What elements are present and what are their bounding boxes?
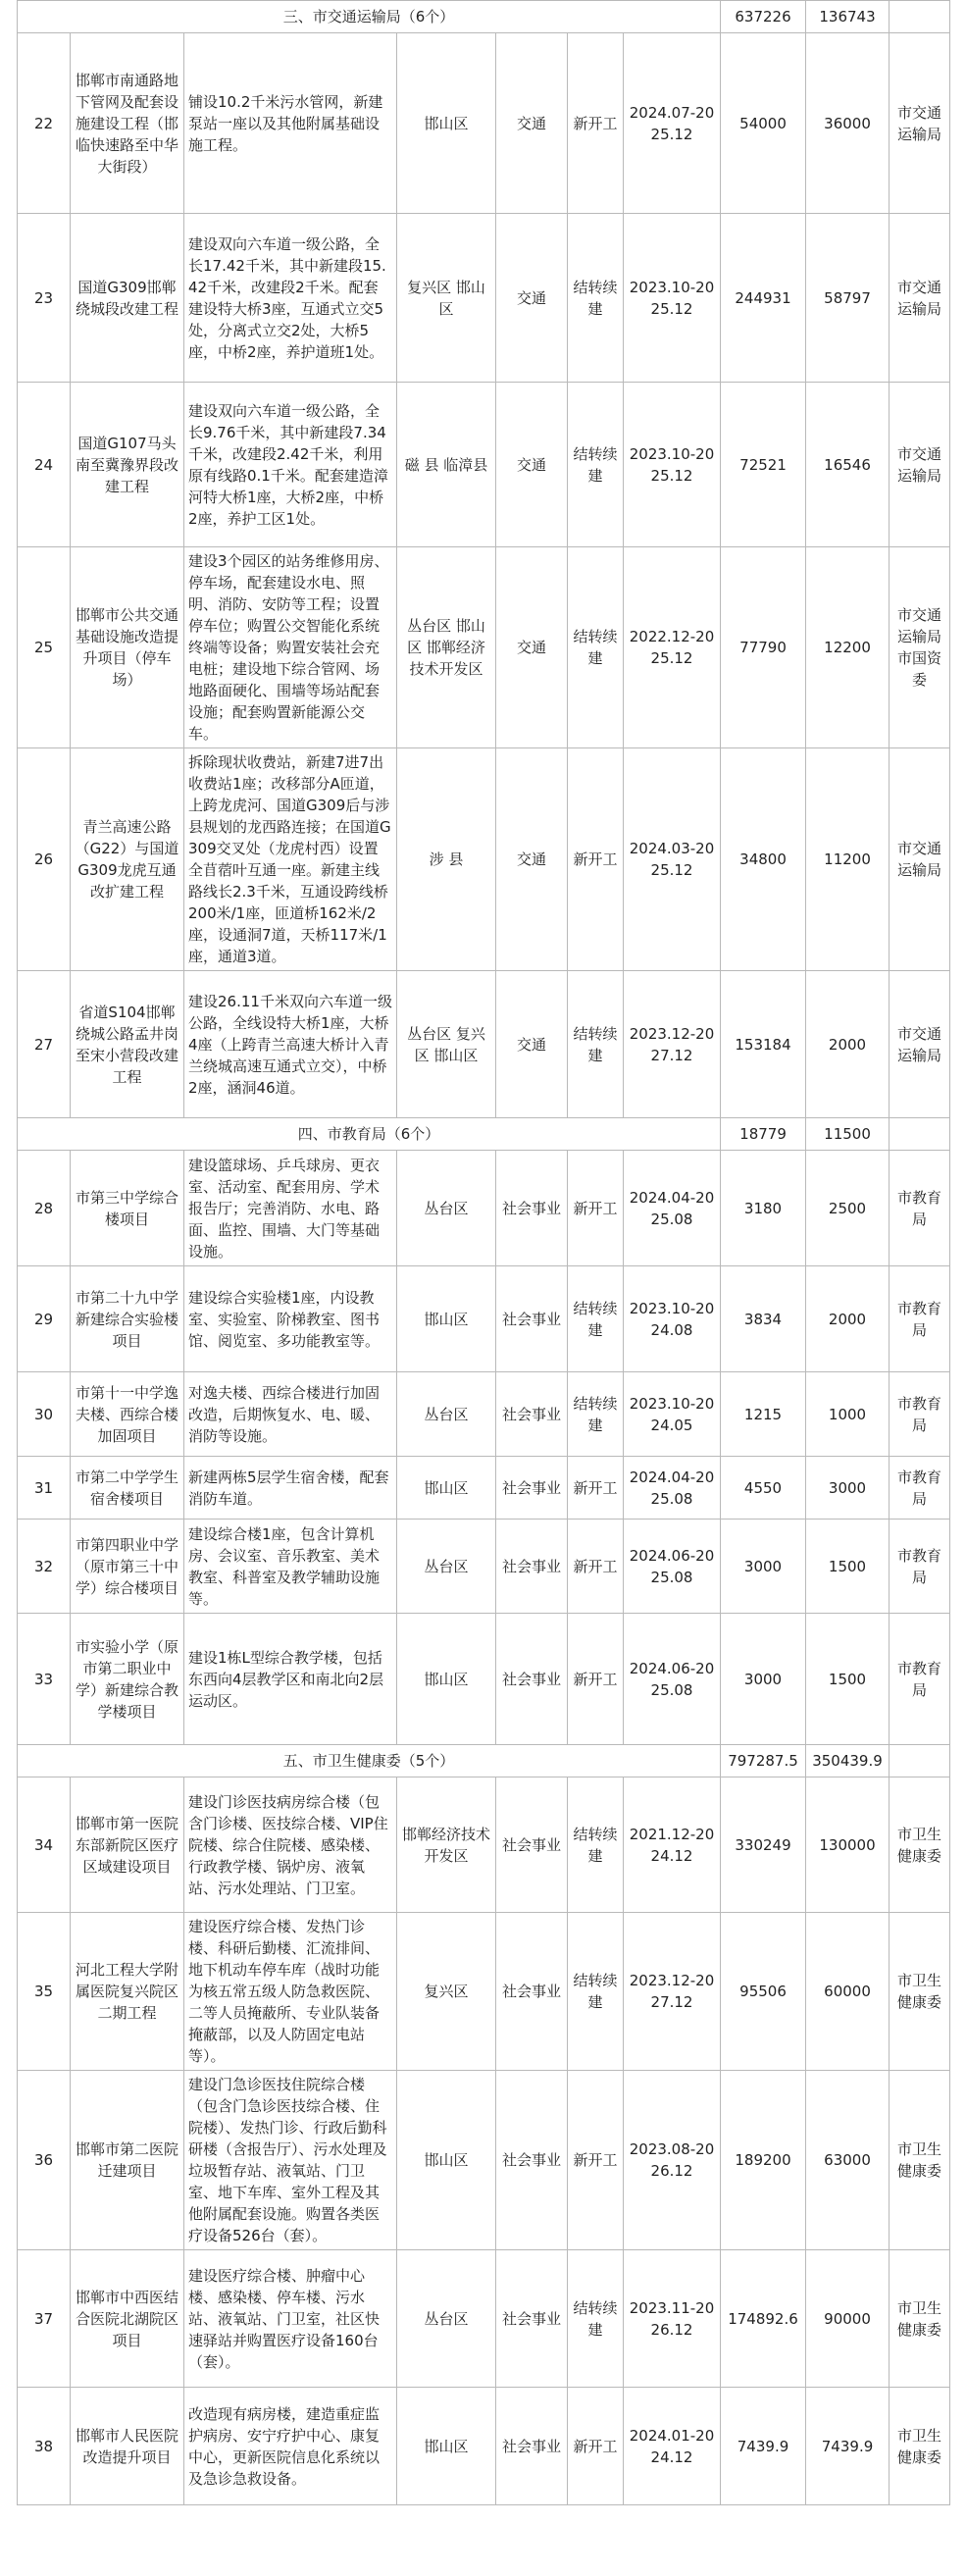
section-header-row bbox=[18, 1118, 950, 1151]
project-nature-cell: 结转续建 bbox=[568, 383, 624, 547]
construction-period-cell: 2024.07-2025.12 bbox=[624, 33, 721, 214]
project-name-cell: 邯郸市第二医院迁建项目 bbox=[71, 2071, 184, 2250]
table-row bbox=[18, 383, 950, 547]
construction-content-cell: 改造现有病房楼，建造重症监护病房、安宁疗护中心、康复中心，更新医院信息化系统以及急诊急救设备。 bbox=[184, 2388, 397, 2505]
total-investment-cell: 189200 bbox=[721, 2071, 806, 2250]
industry-cell: 交通 bbox=[496, 33, 568, 214]
section-annual-investment: 136743 bbox=[806, 1, 890, 33]
project-name-cell: 河北工程大学附属医院复兴院区二期工程 bbox=[71, 1913, 184, 2071]
construction-content-cell: 铺设10.2千米污水管网，新建泵站一座以及其他附属基础设施工程。 bbox=[184, 33, 397, 214]
table-row bbox=[18, 1777, 950, 1913]
location-cell: 丛台区 bbox=[397, 2250, 496, 2388]
table-row bbox=[18, 1614, 950, 1745]
location-cell: 邯山区 bbox=[397, 2071, 496, 2250]
responsible-unit-cell: 市教育局 bbox=[890, 1457, 950, 1520]
project-nature-cell: 新开工 bbox=[568, 748, 624, 971]
project-nature-cell: 新开工 bbox=[568, 2071, 624, 2250]
construction-period-cell: 2023.08-2026.12 bbox=[624, 2071, 721, 2250]
responsible-unit-cell: 市交通运输局 bbox=[890, 383, 950, 547]
annual-investment-cell: 63000 bbox=[806, 2071, 890, 2250]
project-nature-cell: 新开工 bbox=[568, 1520, 624, 1614]
project-name-cell: 国道G309邯郸绕城段改建工程 bbox=[71, 214, 184, 383]
construction-content-cell: 对逸夫楼、西综合楼进行加固改造，后期恢复水、电、暖、消防等设施。 bbox=[184, 1372, 397, 1457]
row-number-cell: 31 bbox=[18, 1457, 71, 1520]
location-cell: 丛台区 复兴区 邯山区 bbox=[397, 971, 496, 1118]
project-nature-cell: 新开工 bbox=[568, 1614, 624, 1745]
responsible-unit-cell: 市卫生健康委 bbox=[890, 2250, 950, 2388]
construction-content-cell: 建设综合楼1座，包含计算机房、会议室、音乐教室、美术教室、科普室及教学辅助设施等。 bbox=[184, 1520, 397, 1614]
section-total-investment: 797287.5 bbox=[721, 1745, 806, 1777]
project-nature-cell: 结转续建 bbox=[568, 1913, 624, 2071]
industry-cell: 社会事业 bbox=[496, 1457, 568, 1520]
responsible-unit-cell: 市交通运输局 bbox=[890, 971, 950, 1118]
construction-period-cell: 2024.04-2025.08 bbox=[624, 1457, 721, 1520]
industry-cell: 社会事业 bbox=[496, 1913, 568, 2071]
total-investment-cell: 1215 bbox=[721, 1372, 806, 1457]
construction-period-cell: 2022.12-2025.12 bbox=[624, 547, 721, 748]
responsible-unit-cell: 市交通运输局 bbox=[890, 748, 950, 971]
section-total-investment: 637226 bbox=[721, 1, 806, 33]
responsible-unit-cell: 市教育局 bbox=[890, 1520, 950, 1614]
location-cell: 涉 县 bbox=[397, 748, 496, 971]
annual-investment-cell: 3000 bbox=[806, 1457, 890, 1520]
annual-investment-cell: 36000 bbox=[806, 33, 890, 214]
location-cell: 邯山区 bbox=[397, 1266, 496, 1372]
table-row bbox=[18, 1151, 950, 1266]
location-cell: 丛台区 bbox=[397, 1372, 496, 1457]
project-name-cell: 市第四职业中学（原市第三十中学）综合楼项目 bbox=[71, 1520, 184, 1614]
table-row bbox=[18, 2388, 950, 2505]
construction-content-cell: 建设门诊医技病房综合楼（包含门诊楼、医技综合楼、VIP住院楼、综合住院楼、感染楼、行政教学楼、锅炉房、液氧站、污水处理站、门卫室。 bbox=[184, 1777, 397, 1913]
table-row bbox=[18, 1266, 950, 1372]
annual-investment-cell: 130000 bbox=[806, 1777, 890, 1913]
section-total-investment: 18779 bbox=[721, 1118, 806, 1151]
location-cell: 邯郸经济技术开发区 bbox=[397, 1777, 496, 1913]
total-investment-cell: 174892.6 bbox=[721, 2250, 806, 2388]
total-investment-cell: 95506 bbox=[721, 1913, 806, 2071]
table-row bbox=[18, 1520, 950, 1614]
project-name-cell: 国道G107马头南至冀豫界段改建工程 bbox=[71, 383, 184, 547]
section-header-row bbox=[18, 1745, 950, 1777]
construction-period-cell: 2024.06-2025.08 bbox=[624, 1520, 721, 1614]
responsible-unit-cell: 市交通运输局 bbox=[890, 33, 950, 214]
project-name-cell: 省道S104邯郸绕城公路孟井岗至宋小营段改建工程 bbox=[71, 971, 184, 1118]
industry-cell: 社会事业 bbox=[496, 1614, 568, 1745]
table-row bbox=[18, 1457, 950, 1520]
construction-content-cell: 新建两栋5层学生宿舍楼，配套消防车道。 bbox=[184, 1457, 397, 1520]
project-nature-cell: 结转续建 bbox=[568, 2250, 624, 2388]
project-nature-cell: 结转续建 bbox=[568, 1777, 624, 1913]
section-annual-investment: 350439.9 bbox=[806, 1745, 890, 1777]
project-nature-cell: 结转续建 bbox=[568, 214, 624, 383]
responsible-unit-cell: 市交通运输局 市国资委 bbox=[890, 547, 950, 748]
responsible-unit-cell: 市卫生健康委 bbox=[890, 1913, 950, 2071]
section-annual-investment: 11500 bbox=[806, 1118, 890, 1151]
responsible-unit-cell: 市教育局 bbox=[890, 1614, 950, 1745]
total-investment-cell: 54000 bbox=[721, 33, 806, 214]
annual-investment-cell: 58797 bbox=[806, 214, 890, 383]
row-number-cell: 25 bbox=[18, 547, 71, 748]
location-cell: 邯山区 bbox=[397, 1614, 496, 1745]
section-empty-cell bbox=[890, 1118, 950, 1151]
section-empty-cell bbox=[890, 1, 950, 33]
table-row bbox=[18, 547, 950, 748]
construction-period-cell: 2023.11-2026.12 bbox=[624, 2250, 721, 2388]
annual-investment-cell: 1500 bbox=[806, 1520, 890, 1614]
section-empty-cell bbox=[890, 1745, 950, 1777]
row-number-cell: 35 bbox=[18, 1913, 71, 2071]
table-row bbox=[18, 971, 950, 1118]
table-row bbox=[18, 33, 950, 214]
section-header-row bbox=[18, 1, 950, 33]
industry-cell: 社会事业 bbox=[496, 2250, 568, 2388]
total-investment-cell: 3834 bbox=[721, 1266, 806, 1372]
project-nature-cell: 结转续建 bbox=[568, 1372, 624, 1457]
construction-content-cell: 建设医疗综合楼、肿瘤中心楼、感染楼、停车楼、污水站、液氧站、门卫室，社区快速驿站并购置医疗设备160台（套）。 bbox=[184, 2250, 397, 2388]
construction-content-cell: 建设医疗综合楼、发热门诊楼、科研后勤楼、汇流排间、地下机动车停车库（战时功能为核五常五级人防急救医院、二等人员掩蔽所、专业队装备掩蔽部，以及人防固定电站等）。 bbox=[184, 1913, 397, 2071]
construction-content-cell: 建设3个园区的站务维修用房、停车场，配套建设水电、照明、消防、安防等工程；设置停车位；购置公交智能化系统终端等设备；购置安装社会充电桩；建设地下综合管网、场地路面硬化、围墙等场站配套设施；配套购置新能源公交车。 bbox=[184, 547, 397, 748]
industry-cell: 社会事业 bbox=[496, 2071, 568, 2250]
project-name-cell: 市第十一中学逸夫楼、西综合楼加固项目 bbox=[71, 1372, 184, 1457]
annual-investment-cell: 2500 bbox=[806, 1151, 890, 1266]
table-row bbox=[18, 1372, 950, 1457]
project-name-cell: 市实验小学（原市第二职业中学）新建综合教学楼项目 bbox=[71, 1614, 184, 1745]
industry-cell: 社会事业 bbox=[496, 1151, 568, 1266]
construction-period-cell: 2024.03-2025.12 bbox=[624, 748, 721, 971]
row-number-cell: 22 bbox=[18, 33, 71, 214]
annual-investment-cell: 11200 bbox=[806, 748, 890, 971]
row-number-cell: 34 bbox=[18, 1777, 71, 1913]
location-cell: 复兴区 bbox=[397, 1913, 496, 2071]
total-investment-cell: 34800 bbox=[721, 748, 806, 971]
project-name-cell: 邯郸市第一医院东部新院区医疗区域建设项目 bbox=[71, 1777, 184, 1913]
responsible-unit-cell: 市教育局 bbox=[890, 1266, 950, 1372]
industry-cell: 社会事业 bbox=[496, 1372, 568, 1457]
row-number-cell: 30 bbox=[18, 1372, 71, 1457]
construction-period-cell: 2023.10-2025.12 bbox=[624, 214, 721, 383]
annual-investment-cell: 60000 bbox=[806, 1913, 890, 2071]
industry-cell: 交通 bbox=[496, 383, 568, 547]
section-title: 三、市交通运输局（6个） bbox=[18, 1, 721, 33]
responsible-unit-cell: 市教育局 bbox=[890, 1372, 950, 1457]
responsible-unit-cell: 市卫生健康委 bbox=[890, 2071, 950, 2250]
construction-period-cell: 2023.12-2027.12 bbox=[624, 1913, 721, 2071]
row-number-cell: 28 bbox=[18, 1151, 71, 1266]
construction-content-cell: 建设篮球场、乒乓球房、更衣室、活动室、配套用房、学术报告厅；完善消防、水电、路面、监控、围墙、大门等基础设施。 bbox=[184, 1151, 397, 1266]
location-cell: 磁 县 临漳县 bbox=[397, 383, 496, 547]
industry-cell: 社会事业 bbox=[496, 1520, 568, 1614]
table-row bbox=[18, 1913, 950, 2071]
annual-investment-cell: 16546 bbox=[806, 383, 890, 547]
annual-investment-cell: 2000 bbox=[806, 971, 890, 1118]
annual-investment-cell: 90000 bbox=[806, 2250, 890, 2388]
annual-investment-cell: 1000 bbox=[806, 1372, 890, 1457]
table-row bbox=[18, 2250, 950, 2388]
industry-cell: 社会事业 bbox=[496, 2388, 568, 2505]
total-investment-cell: 3000 bbox=[721, 1520, 806, 1614]
total-investment-cell: 77790 bbox=[721, 547, 806, 748]
construction-content-cell: 建设双向六车道一级公路，全长17.42千米，其中新建段15.42千米，改建段2千米。配套建设特大桥3座，互通式立交5处，分离式立交2处，大桥5座，中桥2座，养护道班1处。 bbox=[184, 214, 397, 383]
annual-investment-cell: 12200 bbox=[806, 547, 890, 748]
row-number-cell: 26 bbox=[18, 748, 71, 971]
location-cell: 丛台区 bbox=[397, 1151, 496, 1266]
construction-content-cell: 建设综合实验楼1座，内设教室、实验室、阶梯教室、图书馆、阅览室、多功能教室等。 bbox=[184, 1266, 397, 1372]
project-table bbox=[17, 0, 950, 2505]
project-name-cell: 邯郸市中西医结合医院北湖院区项目 bbox=[71, 2250, 184, 2388]
total-investment-cell: 330249 bbox=[721, 1777, 806, 1913]
project-name-cell: 市第二十九中学新建综合实验楼项目 bbox=[71, 1266, 184, 1372]
project-name-cell: 市第二中学学生宿舍楼项目 bbox=[71, 1457, 184, 1520]
construction-period-cell: 2024.04-2025.08 bbox=[624, 1151, 721, 1266]
construction-content-cell: 建设双向六车道一级公路，全长9.76千米，其中新建段7.34千米，改建段2.42千米，利用原有线路0.1千米。配套建造漳河特大桥1座，大桥2座，中桥2座，养护工区1处。 bbox=[184, 383, 397, 547]
construction-period-cell: 2024.01-2024.12 bbox=[624, 2388, 721, 2505]
row-number-cell: 29 bbox=[18, 1266, 71, 1372]
responsible-unit-cell: 市教育局 bbox=[890, 1151, 950, 1266]
table-row bbox=[18, 214, 950, 383]
construction-content-cell: 建设门急诊医技住院综合楼（包含门急诊医技综合楼、住院楼）、发热门诊、行政后勤科研楼（含报告厅）、污水处理及垃圾暂存站、液氧站、门卫室、地下车库、室外工程及其他附属配套设施。购置各类医疗设备526台（套）。 bbox=[184, 2071, 397, 2250]
total-investment-cell: 244931 bbox=[721, 214, 806, 383]
location-cell: 邯山区 bbox=[397, 2388, 496, 2505]
project-nature-cell: 新开工 bbox=[568, 1151, 624, 1266]
project-nature-cell: 结转续建 bbox=[568, 1266, 624, 1372]
construction-content-cell: 建设26.11千米双向六车道一级公路，全线设特大桥1座，大桥4座（上跨青兰高速大桥计入青兰绕城高速互通式立交），中桥2座，涵洞46道。 bbox=[184, 971, 397, 1118]
annual-investment-cell: 1500 bbox=[806, 1614, 890, 1745]
project-nature-cell: 结转续建 bbox=[568, 547, 624, 748]
row-number-cell: 27 bbox=[18, 971, 71, 1118]
project-nature-cell: 新开工 bbox=[568, 2388, 624, 2505]
total-investment-cell: 72521 bbox=[721, 383, 806, 547]
location-cell: 邯山区 bbox=[397, 33, 496, 214]
project-name-cell: 邯郸市人民医院改造提升项目 bbox=[71, 2388, 184, 2505]
responsible-unit-cell: 市卫生健康委 bbox=[890, 2388, 950, 2505]
construction-period-cell: 2023.10-2025.12 bbox=[624, 383, 721, 547]
total-investment-cell: 3180 bbox=[721, 1151, 806, 1266]
section-title: 四、市教育局（6个） bbox=[18, 1118, 721, 1151]
construction-period-cell: 2024.06-2025.08 bbox=[624, 1614, 721, 1745]
construction-content-cell: 建设1栋L型综合教学楼，包括东西向4层教学区和南北向2层运动区。 bbox=[184, 1614, 397, 1745]
construction-period-cell: 2023.12-2027.12 bbox=[624, 971, 721, 1118]
total-investment-cell: 153184 bbox=[721, 971, 806, 1118]
total-investment-cell: 7439.9 bbox=[721, 2388, 806, 2505]
project-name-cell: 市第三中学综合楼项目 bbox=[71, 1151, 184, 1266]
responsible-unit-cell: 市交通运输局 bbox=[890, 214, 950, 383]
responsible-unit-cell: 市卫生健康委 bbox=[890, 1777, 950, 1913]
industry-cell: 交通 bbox=[496, 547, 568, 748]
construction-period-cell: 2023.10-2024.05 bbox=[624, 1372, 721, 1457]
industry-cell: 社会事业 bbox=[496, 1266, 568, 1372]
location-cell: 复兴区 邯山区 bbox=[397, 214, 496, 383]
total-investment-cell: 3000 bbox=[721, 1614, 806, 1745]
industry-cell: 交通 bbox=[496, 971, 568, 1118]
location-cell: 邯山区 bbox=[397, 1457, 496, 1520]
row-number-cell: 24 bbox=[18, 383, 71, 547]
row-number-cell: 37 bbox=[18, 2250, 71, 2388]
industry-cell: 社会事业 bbox=[496, 1777, 568, 1913]
project-nature-cell: 新开工 bbox=[568, 1457, 624, 1520]
table-row bbox=[18, 748, 950, 971]
annual-investment-cell: 7439.9 bbox=[806, 2388, 890, 2505]
location-cell: 丛台区 邯山区 邯郸经济技术开发区 bbox=[397, 547, 496, 748]
industry-cell: 交通 bbox=[496, 748, 568, 971]
project-nature-cell: 新开工 bbox=[568, 33, 624, 214]
row-number-cell: 32 bbox=[18, 1520, 71, 1614]
total-investment-cell: 4550 bbox=[721, 1457, 806, 1520]
row-number-cell: 36 bbox=[18, 2071, 71, 2250]
row-number-cell: 38 bbox=[18, 2388, 71, 2505]
row-number-cell: 33 bbox=[18, 1614, 71, 1745]
industry-cell: 交通 bbox=[496, 214, 568, 383]
construction-period-cell: 2021.12-2024.12 bbox=[624, 1777, 721, 1913]
table-row bbox=[18, 2071, 950, 2250]
construction-period-cell: 2023.10-2024.08 bbox=[624, 1266, 721, 1372]
project-name-cell: 邯郸市公共交通基础设施改造提升项目（停车场） bbox=[71, 547, 184, 748]
project-name-cell: 邯郸市南通路地下管网及配套设施建设工程（邯临快速路至中华大街段） bbox=[71, 33, 184, 214]
project-nature-cell: 结转续建 bbox=[568, 971, 624, 1118]
location-cell: 丛台区 bbox=[397, 1520, 496, 1614]
section-title: 五、市卫生健康委（5个） bbox=[18, 1745, 721, 1777]
annual-investment-cell: 2000 bbox=[806, 1266, 890, 1372]
construction-content-cell: 拆除现状收费站，新建7进7出收费站1座；改移部分A匝道，上跨龙虎河、国道G309后与涉县规划的龙西路连接；在国道G309交叉处（龙虎村西）设置全苜蓿叶互通一座。新建主线路线长2.3千米，互通设跨线桥200米/1座，匝道桥162米/2座，设通洞7道，天桥117米/1座，通道3道。 bbox=[184, 748, 397, 971]
row-number-cell: 23 bbox=[18, 214, 71, 383]
project-name-cell: 青兰高速公路（G22）与国道G309龙虎互通改扩建工程 bbox=[71, 748, 184, 971]
